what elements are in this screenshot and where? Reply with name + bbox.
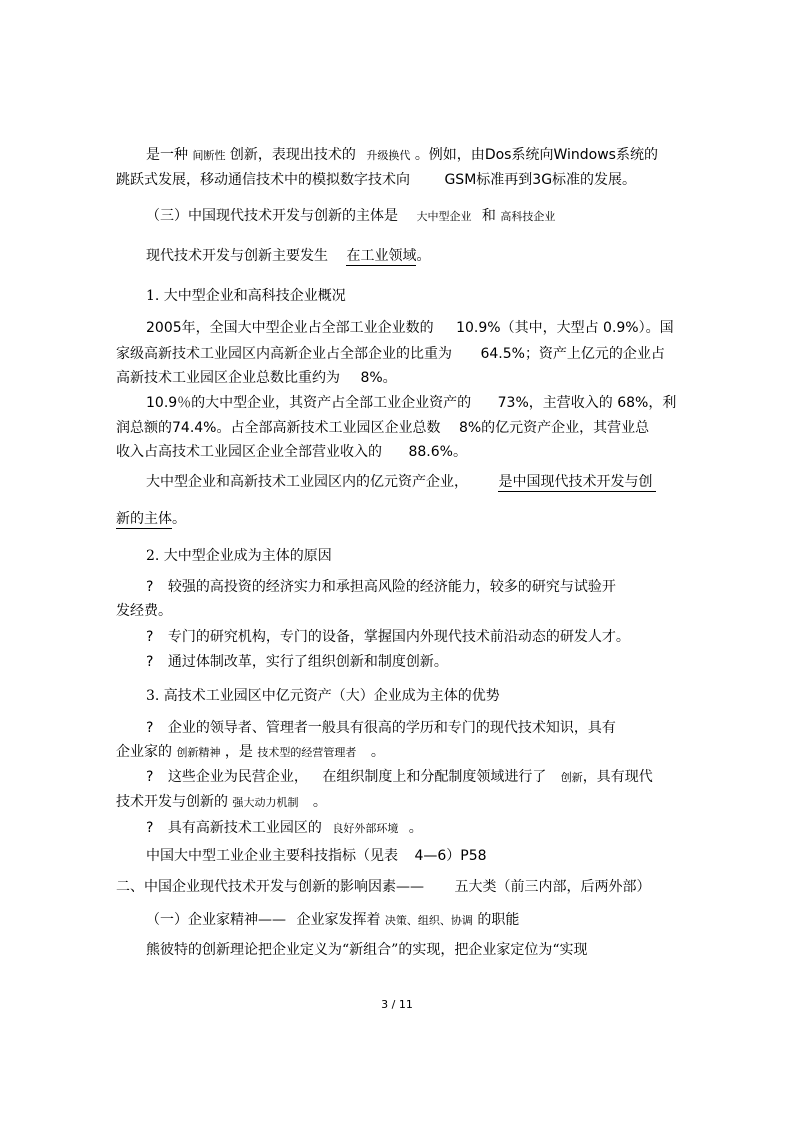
text-line: 发经费。	[116, 603, 172, 619]
section-heading: （一）企业家精神—— 企业家发挥着 决策、组织、协调 的职能	[146, 912, 520, 928]
text-line: 跳跃式发展，移动通信技术中的模拟数字技术向 GSM标准再到3G标准的发展。	[116, 172, 637, 188]
text-line: 收入占高技术工业园区企业全部营业收入的 88.6%。	[116, 444, 467, 460]
list-item: ? 较强的高投资的经济实力和承担高风险的经济能力，较多的研究与试验开	[146, 579, 616, 595]
text-line: 企业家的 创新精神 ，是 技术型的经营管理者 。	[116, 744, 385, 760]
text-line: 大中型企业和高新技术工业园区内的亿元资产企业， 是中国现代技术开发与创	[146, 472, 656, 492]
text-line: 熊彼特的创新理论把企业定义为“新组合”的实现，把企业家定位为“实现	[146, 942, 588, 958]
list-item: ? 这些企业为民营企业， 在组织制度上和分配制度领域进行了 创新，具有现代	[146, 769, 653, 785]
text-line: 现代技术开发与创新主要发生 在工业领域。	[146, 248, 431, 264]
section-heading: 二、中国企业现代技术开发与创新的影响因素—— 五大类（前三内部，后两外部）	[116, 879, 651, 895]
section-heading: （三）中国现代技术开发与创新的主体是 大中型企业 和 高科技企业	[146, 208, 556, 224]
text-line: 是一种 间断性 创新，表现出技术的 升级换代 。例如，由Dos系统向Windows系统的	[146, 147, 658, 163]
list-item: ? 企业的领导者、管理者一般具有很高的学历和专门的现代技术知识，具有	[146, 720, 616, 736]
text-line: 新的主体。	[116, 511, 186, 527]
text-line: 高新技术工业园区企业总数比重约为 8%。	[116, 370, 397, 386]
text-line: 润总额的74.4%。占全部高新技术工业园区企业总数 8%的亿元资产企业，其营业总	[116, 420, 650, 436]
text-line: 2005年，全国大中型企业占全部工业企业数的 10.9%（其中，大型占 0.9%）。国	[146, 320, 674, 336]
list-item: ? 专门的研究机构，专门的设备，掌握国内外现代技术前沿动态的研发人才。	[146, 629, 630, 645]
text-line: 中国大中型工业企业主要科技指标（见表 4—6）P58	[146, 848, 487, 864]
subheading: 1. 大中型企业和高科技企业概况	[146, 288, 346, 304]
subheading: 3. 高技术工业园区中亿元资产（大）企业成为主体的优势	[146, 688, 500, 704]
subheading: 2. 大中型企业成为主体的原因	[146, 548, 332, 564]
list-item: ? 通过体制改革，实行了组织创新和制度创新。	[146, 654, 448, 670]
page-number: 3 / 11	[381, 998, 413, 1011]
text-line: 家级高新技术工业园区内高新企业占全部企业的比重为 64.5%；资产上亿元的企业占	[116, 346, 665, 362]
text-line: 10.9％的大中型企业，其资产占全部工业企业资产的 73%，主营收入的 68%，利	[146, 395, 677, 411]
text-line: 技术开发与创新的 强大动力机制 。	[116, 794, 327, 810]
list-item: ? 具有高新技术工业园区的 良好外部环境 。	[146, 820, 423, 836]
